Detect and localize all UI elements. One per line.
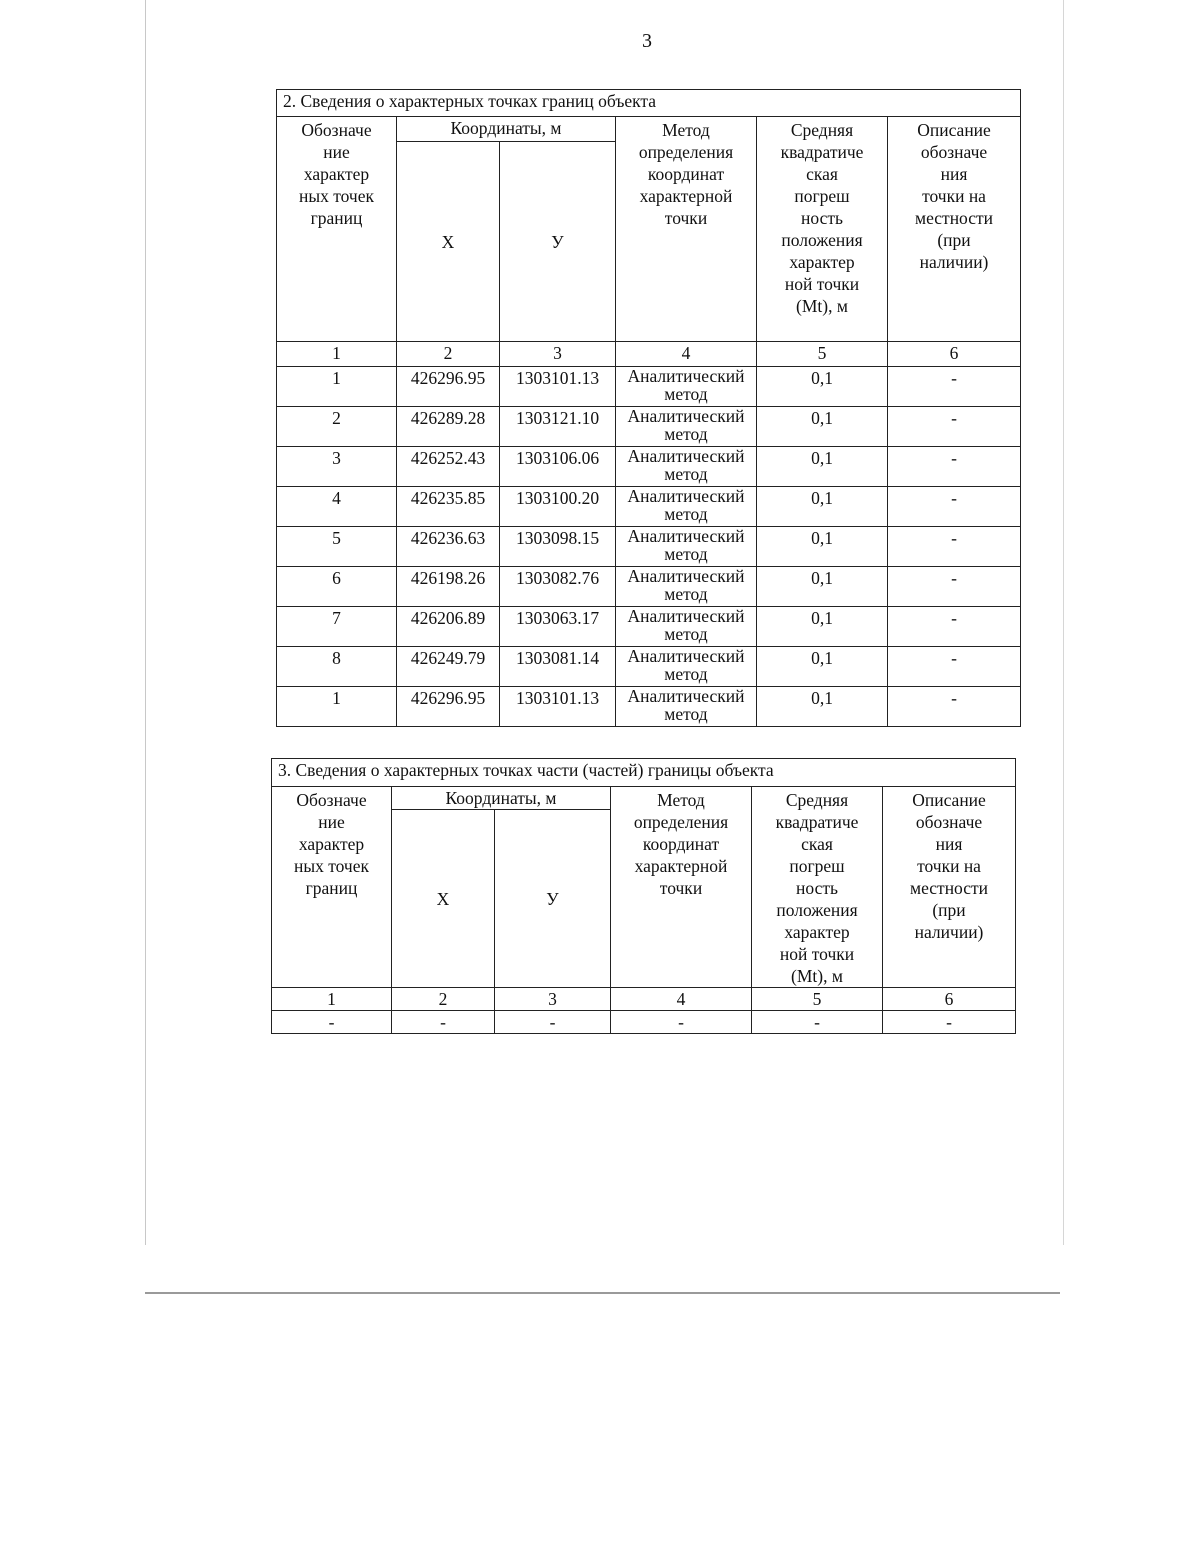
method-line: метод: [664, 664, 708, 684]
x-coordinate: 426198.26: [397, 567, 500, 607]
header-line: ская: [801, 834, 833, 854]
table-row: [277, 567, 1021, 607]
x-coordinate: 426235.85: [397, 487, 500, 527]
header-line: характер: [298, 834, 365, 854]
x-coordinate: 426236.63: [397, 527, 500, 567]
description: -: [888, 647, 1021, 687]
mean-square-error: 0,1: [757, 447, 888, 487]
header-line: Описание: [917, 120, 991, 140]
table-row: [272, 1011, 1016, 1034]
header-x: X: [392, 810, 495, 988]
header-line: ной точки: [779, 944, 855, 964]
header-line: точки: [664, 208, 708, 228]
header-method: [616, 117, 757, 342]
y-coordinate: 1303082.76: [500, 567, 616, 607]
point-id: -: [272, 1011, 392, 1034]
point-id: 6: [277, 567, 397, 607]
point-id: 5: [277, 527, 397, 567]
header-line: ская: [806, 164, 838, 184]
column-number: 6: [888, 342, 1021, 367]
header-line: Описание: [912, 790, 986, 810]
column-number: 2: [392, 988, 495, 1011]
header-line: (при: [932, 900, 966, 920]
header-line: Средняя: [785, 790, 849, 810]
header-line: погреш: [794, 186, 850, 206]
header-line: квадратиче: [775, 812, 859, 832]
header-line: Обозначе: [296, 790, 367, 810]
page-bottom-edge: [145, 1292, 1060, 1294]
table-row: [277, 687, 1021, 727]
method: [616, 447, 757, 487]
method-line: метод: [664, 464, 708, 484]
header-line: положения: [781, 230, 863, 250]
header-line: погреш: [789, 856, 845, 876]
method-line: Аналитический: [627, 606, 745, 626]
header-line: ных точек: [293, 856, 370, 876]
point-id: 1: [277, 687, 397, 727]
column-number: 5: [757, 342, 888, 367]
designation-lines: [279, 117, 394, 229]
table-row: [277, 607, 1021, 647]
header-method: [611, 787, 752, 988]
mean-square-error: -: [752, 1011, 883, 1034]
header-line: местности: [915, 208, 994, 228]
y-coordinate: 1303063.17: [500, 607, 616, 647]
header-line: обозначе: [920, 142, 988, 162]
header-line: ных точек: [298, 186, 375, 206]
header-line: характер: [303, 164, 370, 184]
mean-square-error: 0,1: [757, 567, 888, 607]
method-line: Аналитический: [627, 486, 745, 506]
section2-title: 2. Сведения о характерных точках границ объекта: [277, 90, 1021, 117]
header-line: определения: [638, 142, 734, 162]
header-line: координат: [647, 164, 725, 184]
point-id: 4: [277, 487, 397, 527]
description: -: [888, 367, 1021, 407]
method: [616, 367, 757, 407]
header-error: [757, 117, 888, 342]
column-number: 1: [277, 342, 397, 367]
header-line: характерной: [639, 186, 733, 206]
method-line: метод: [664, 624, 708, 644]
column-number: 2: [397, 342, 500, 367]
header-line: границ: [305, 878, 358, 898]
header-line: Средняя: [790, 120, 854, 140]
header-line: положения: [776, 900, 858, 920]
header-designation: [277, 117, 397, 342]
header-line: характерной: [634, 856, 728, 876]
page-right-edge: [1063, 0, 1064, 1245]
method: [616, 607, 757, 647]
column-number: 6: [883, 988, 1016, 1011]
method-line: Аналитический: [627, 526, 745, 546]
method-line: метод: [664, 584, 708, 604]
method-line: метод: [664, 544, 708, 564]
method: [616, 647, 757, 687]
mean-square-error: 0,1: [757, 407, 888, 447]
column-number: 3: [500, 342, 616, 367]
column-number: 1: [272, 988, 392, 1011]
header-coordinates: Координаты, м: [392, 787, 611, 810]
description: -: [888, 567, 1021, 607]
method-line: метод: [664, 384, 708, 404]
table-row: [277, 367, 1021, 407]
header-line: координат: [642, 834, 720, 854]
description: -: [888, 687, 1021, 727]
x-coordinate: 426252.43: [397, 447, 500, 487]
point-id: 2: [277, 407, 397, 447]
header-line: определения: [633, 812, 729, 832]
section3-title: 3. Сведения о характерных точках части (частей) границы объекта: [272, 759, 1016, 787]
header-x: X: [397, 142, 500, 342]
header-line: наличии): [914, 922, 984, 942]
header-y: У: [500, 142, 616, 342]
method: [616, 407, 757, 447]
y-coordinate: 1303098.15: [500, 527, 616, 567]
header-line: ние: [323, 142, 350, 162]
header-designation: [272, 787, 392, 988]
method-line: Аналитический: [627, 646, 745, 666]
mean-square-error: 0,1: [757, 527, 888, 567]
table-row: [277, 447, 1021, 487]
header-line: (при: [937, 230, 971, 250]
description: -: [888, 407, 1021, 447]
header-y: У: [495, 810, 611, 988]
description: -: [888, 527, 1021, 567]
header-line: ния: [935, 834, 963, 854]
header-coordinates: Координаты, м: [397, 117, 616, 142]
description: -: [888, 607, 1021, 647]
header-line: квадратиче: [780, 142, 864, 162]
header-line: местности: [910, 878, 989, 898]
y-coordinate: 1303106.06: [500, 447, 616, 487]
column-numbers-row: [277, 342, 1021, 367]
method-line: метод: [664, 704, 708, 724]
x-coordinate: 426289.28: [397, 407, 500, 447]
y-coordinate: 1303100.20: [500, 487, 616, 527]
header-description: [888, 117, 1021, 342]
boundary-points-table: [276, 89, 1021, 727]
column-numbers-row: [272, 988, 1016, 1011]
table-row: [277, 487, 1021, 527]
mean-square-error: 0,1: [757, 607, 888, 647]
page-number: 3: [642, 30, 652, 52]
mean-square-error: 0,1: [757, 367, 888, 407]
mean-square-error: 0,1: [757, 647, 888, 687]
header-line: (Mt), м: [796, 296, 848, 316]
header-line: Метод: [662, 120, 710, 140]
method-line: Аналитический: [627, 686, 745, 706]
table-row: [277, 527, 1021, 567]
header-line: точки на: [917, 856, 981, 876]
method-line: Аналитический: [627, 566, 745, 586]
header-line: Обозначе: [301, 120, 372, 140]
y-coordinate: 1303081.14: [500, 647, 616, 687]
y-coordinate: -: [495, 1011, 611, 1034]
x-coordinate: 426249.79: [397, 647, 500, 687]
point-id: 8: [277, 647, 397, 687]
header-line: обозначе: [915, 812, 983, 832]
header-line: ние: [318, 812, 345, 832]
header-line: характер: [789, 252, 855, 272]
header-line: точки: [659, 878, 703, 898]
header-line: точки на: [922, 186, 986, 206]
header-line: Метод: [657, 790, 705, 810]
header-line: (Mt), м: [791, 966, 843, 986]
description: -: [888, 447, 1021, 487]
column-number: 3: [495, 988, 611, 1011]
header-line: ность: [796, 878, 838, 898]
point-id: 3: [277, 447, 397, 487]
method-line: метод: [664, 424, 708, 444]
x-coordinate: 426296.95: [397, 367, 500, 407]
point-id: 7: [277, 607, 397, 647]
column-number: 4: [616, 342, 757, 367]
x-coordinate: 426296.95: [397, 687, 500, 727]
page-left-edge: [145, 0, 146, 1245]
column-number: 4: [611, 988, 752, 1011]
header-error: [752, 787, 883, 988]
header-line: наличии): [919, 252, 989, 272]
header-line: границ: [310, 208, 363, 228]
mean-square-error: 0,1: [757, 687, 888, 727]
mean-square-error: 0,1: [757, 487, 888, 527]
method-line: метод: [664, 504, 708, 524]
method-line: Аналитический: [627, 366, 745, 386]
x-coordinate: -: [392, 1011, 495, 1034]
method: [616, 487, 757, 527]
y-coordinate: 1303101.13: [500, 687, 616, 727]
y-coordinate: 1303101.13: [500, 367, 616, 407]
table-row: [277, 407, 1021, 447]
method: [616, 527, 757, 567]
y-coordinate: 1303121.10: [500, 407, 616, 447]
description: -: [888, 487, 1021, 527]
column-number: 5: [752, 988, 883, 1011]
method: [616, 687, 757, 727]
table-row: [277, 647, 1021, 687]
method: -: [611, 1011, 752, 1034]
point-id: 1: [277, 367, 397, 407]
method-line: Аналитический: [627, 406, 745, 426]
header-line: ной точки: [784, 274, 860, 294]
header-line: ния: [940, 164, 968, 184]
header-description: [883, 787, 1016, 988]
x-coordinate: 426206.89: [397, 607, 500, 647]
header-line: ность: [801, 208, 843, 228]
header-line: характер: [784, 922, 850, 942]
method: [616, 567, 757, 607]
description: -: [883, 1011, 1016, 1034]
method-line: Аналитический: [627, 446, 745, 466]
boundary-part-points-table: [271, 758, 1016, 1034]
